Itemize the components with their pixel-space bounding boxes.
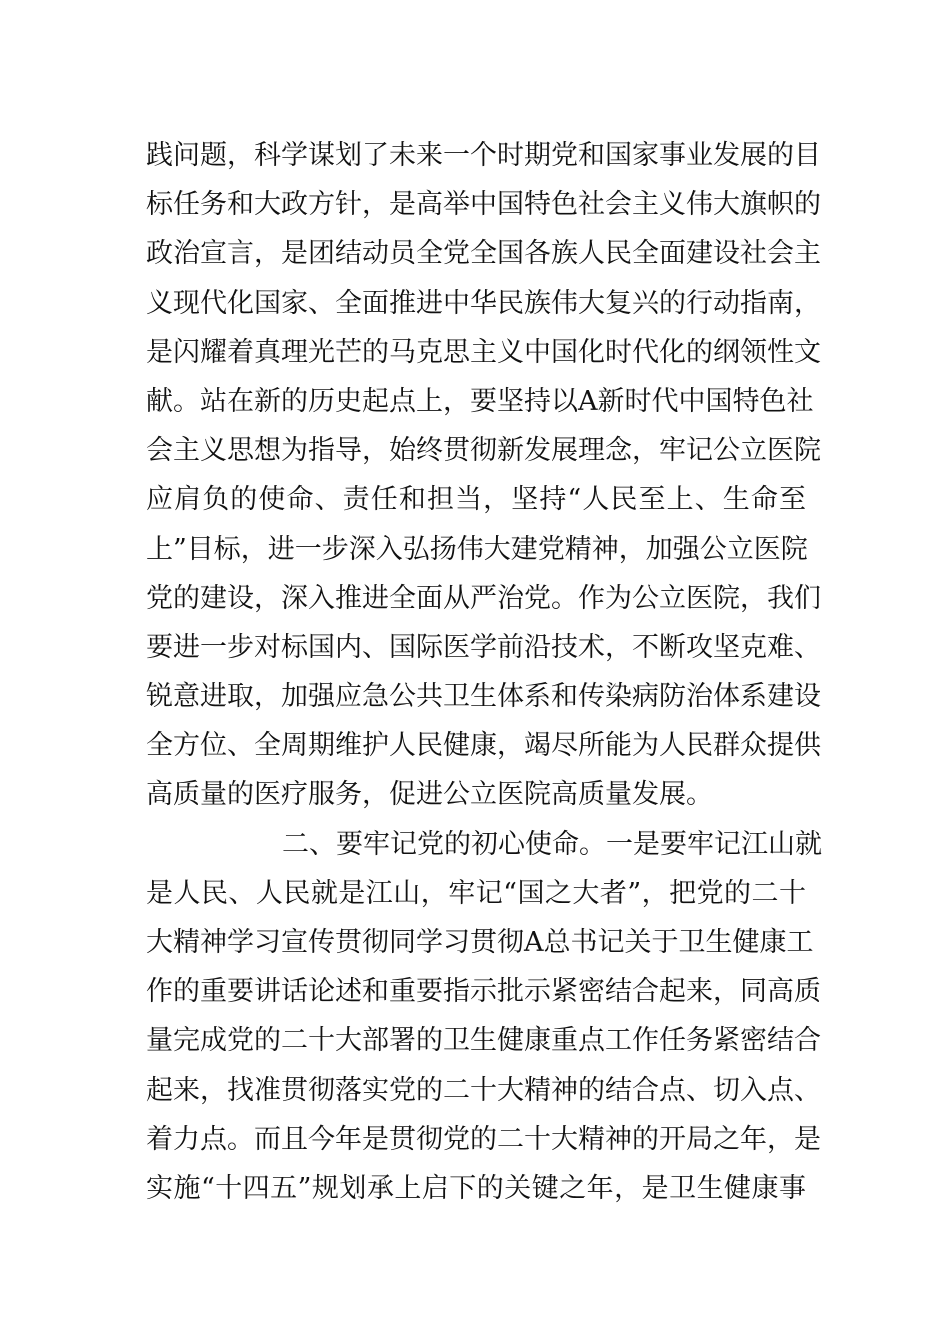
text-line: 践问题，科学谋划了未来一个时期党和国家事业发展的目	[146, 140, 821, 171]
text-line: 起来，找准贯彻落实党的二十大精神的结合点、切入点、	[146, 1074, 821, 1106]
text-line: 上”目标，进一步深入弘扬伟大建党精神，加强公立医院	[146, 533, 808, 565]
text-line: 作的重要讲话论述和重要指示批示紧密结合起来，同高质	[146, 976, 821, 1008]
text-line: 要进一步对标国内、国际医学前沿技术，不断攻坚克难、	[146, 631, 821, 663]
text-line: 献。站在新的历史起点上，要坚持以A新时代中国特色社	[146, 385, 814, 417]
text-line: 着力点。而且今年是贯彻党的二十大精神的开局之年，是	[146, 1123, 821, 1155]
text-line: 义现代化国家、全面推进中华民族伟大复兴的行动指南，	[146, 287, 821, 319]
text-line: 高质量的医疗服务，促进公立医院高质量发展。	[146, 779, 713, 811]
text-line: 会主义思想为指导，始终贯彻新发展理念，牢记公立医院	[146, 435, 821, 467]
text-line: 实施“十四五”规划承上启下的关键之年，是卫生健康事	[146, 1172, 806, 1204]
text-line: 应肩负的使命、责任和担当，坚持“人民至上、生命至	[146, 484, 806, 516]
text-line: 全方位、全周期维护人民健康，竭尽所能为人民群众提供	[146, 730, 821, 762]
text-line: 是人民、人民就是江山，牢记“国之大者”，把党的二十	[146, 877, 806, 909]
text-line: 是闪耀着真理光芒的马克思主义中国化时代化的纲领性文	[146, 336, 821, 368]
text-line: 标任务和大政方针，是高举中国特色社会主义伟大旗帜的	[146, 189, 821, 221]
text-line: 量完成党的二十大部署的卫生健康重点工作任务紧密结合	[146, 1025, 821, 1057]
document-body	[146, 131, 822, 1213]
text-line: 党的建设，深入推进全面从严治党。作为公立医院，我们	[146, 582, 821, 614]
section-heading-line: 二、要牢记党的初心使命。一是要牢记江山就	[282, 828, 822, 860]
text-line: 政治宣言，是团结动员全党全国各族人民全面建设社会主	[146, 238, 821, 270]
text-line: 大精神学习宣传贯彻同学习贯彻A总书记关于卫生健康工	[146, 927, 814, 958]
text-line: 锐意进取，加强应急公共卫生体系和传染病防治体系建设	[146, 681, 821, 713]
